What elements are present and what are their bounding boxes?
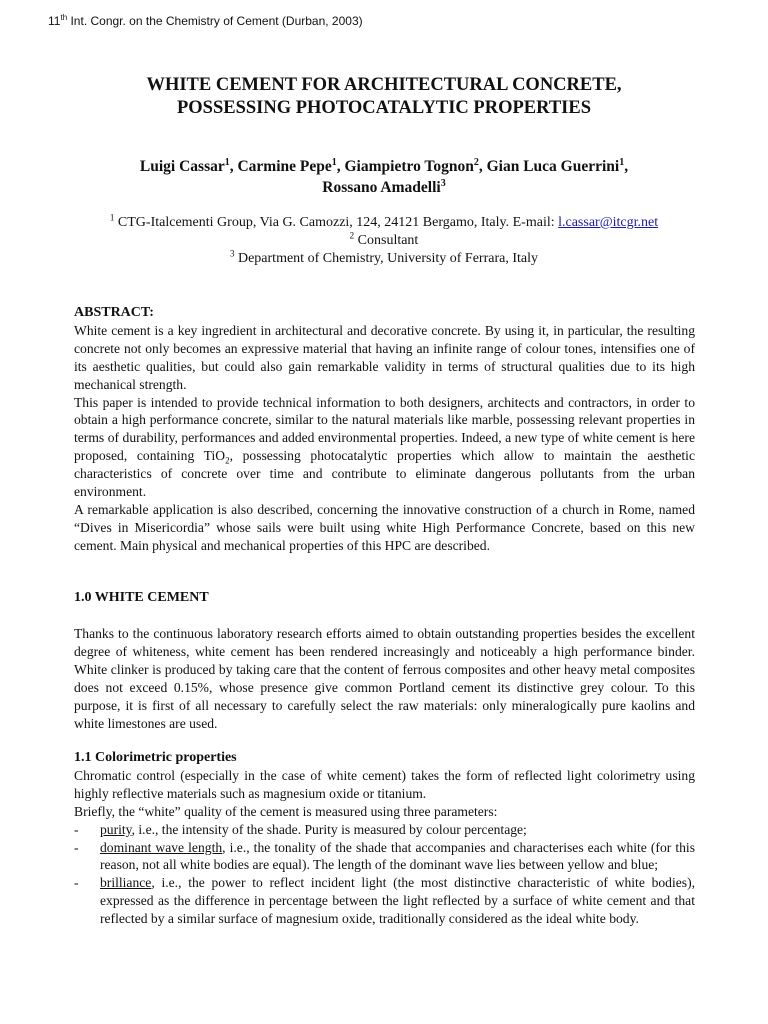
section-white-cement-body <box>74 625 695 732</box>
author-affil-mark: 2 <box>473 156 479 168</box>
affiliation-2 <box>74 232 694 250</box>
subscript: 2 <box>225 455 230 466</box>
header-text: Int. Congr. on the Chemistry of Cement (Durban, 2003) <box>67 14 363 28</box>
author-affil-mark: 3 <box>440 177 446 189</box>
affiliation-number: 3 <box>229 248 235 259</box>
section-paragraph: Chromatic control (especially in the case of white cement) takes the form of reflected light colorimetry using highly reflective materials such as magnesium oxide or titanium. <box>74 767 695 801</box>
list-term: brilliance <box>100 875 152 891</box>
list-term: dominant wave length <box>100 839 223 855</box>
list-text: , i.e., the intensity of the shade. Purity is measured by colour percentage; <box>131 821 527 837</box>
affiliation-text: Consultant <box>354 233 419 248</box>
list-text: , i.e., the tonality of the shade that accompanies and characterises each white (for this reason, not all white bodies are equal). The length of the dominant wave lies between yellow and blue; <box>100 839 695 873</box>
list-item <box>74 874 695 928</box>
email-link[interactable]: l.cassar@itcgr.net <box>558 215 659 230</box>
list-text: , i.e., the power to reflect incident light (the most distinctive characteristic of white bodies), expressed as the difference in percentage between the light reflected by a surface of white cement and that reflected by a similar surface of magnesium oxide, traditionally considered as the ideal white body. <box>100 875 695 927</box>
list-item <box>74 839 695 875</box>
abstract-paragraph: White cement is a key ingredient in architectural and decorative concrete. By using it, in particular, the resulting concrete not only becomes an expressive material that having an infinite range of colour tones, intensifies one of its aesthetic qualities, but could also gain remarkable validity in terms of structural qualities due to its high mechanical strength. <box>74 322 695 392</box>
affiliation-text: Department of Chemistry, University of Ferrara, Italy <box>234 251 538 266</box>
list-dash: - <box>74 821 79 837</box>
author-name: Luigi Cassar <box>139 158 225 175</box>
section-white-cement <box>74 589 695 607</box>
section-colorimetric <box>74 749 695 928</box>
header-ordinal: th <box>60 13 68 22</box>
author-list <box>74 156 694 198</box>
affiliation-3 <box>74 250 694 268</box>
abstract-paragraph <box>74 394 695 501</box>
affiliation-number: 1 <box>109 212 115 223</box>
affiliation-1 <box>74 214 694 232</box>
section-paragraph: Thanks to the continuous laboratory research efforts aimed to obtain outstanding properties besides the excellent degree of whiteness, white cement has been rendered increasingly and noticeably a high performance binder. White clinker is produced by taking care that the content of ferrous composites and other heavy metal composites does not exceed 0.15%, whose presence give common Portland cement its distinctive grey colour. To this purpose, it is first of all necessary to carefully select the raw materials: only mineralogically pure kaolins and white limestones are used. <box>74 626 695 731</box>
conference-header <box>48 14 363 28</box>
list-dash: - <box>74 839 79 855</box>
paper-title <box>74 74 694 120</box>
section-paragraph: Briefly, the “white” quality of the cement is measured using three parameters: <box>74 803 498 819</box>
author-name: Rossano Amadelli <box>322 179 441 196</box>
author-name: , Carmine Pepe <box>229 158 332 175</box>
abstract-text: , possessing photocatalytic properties which allow to maintain the aesthetic characteristics of concrete over time and contribute to eliminate dangerous pollutants from the urban environment. <box>74 448 695 500</box>
parameter-list <box>74 821 695 928</box>
title-line-2: POSSESSING PHOTOCATALYTIC PROPERTIES <box>176 98 591 118</box>
author-affil-mark: 1 <box>619 156 625 168</box>
list-dash: - <box>74 875 79 891</box>
author-line-2 <box>74 177 694 198</box>
author-affil-mark: 1 <box>224 156 230 168</box>
author-line-1 <box>74 156 694 177</box>
abstract-paragraph: A remarkable application is also described, concerning the innovative construction of a church in Rome, named “Dives in Misericordia” whose sails were built using white High Performance Concrete, based on this new cement. Main physical and mechanical properties of this HPC are described. <box>74 501 695 553</box>
abstract-text: This paper is intended to provide technical information to both designers, architects and contractors, in order to obtain a high performance concrete, similar to the natural materials like marble, possessing relevant properties in terms of durability, performances and added environmental properties. Indeed, a new type of white cement is here proposed, containing TiO <box>74 394 695 464</box>
header-number: 11 <box>48 14 61 28</box>
affiliations <box>74 214 694 268</box>
author-name: , Gian Luca Guerrini <box>478 158 620 175</box>
list-term: purity <box>100 821 132 837</box>
affiliation-text: CTG-Italcementi Group, Via G. Camozzi, 124, 24121 Bergamo, Italy. E-mail: <box>114 215 559 230</box>
subsection-heading: 1.1 Colorimetric properties <box>74 750 237 765</box>
abstract-section <box>74 304 695 555</box>
author-name: , Giampietro Tognon <box>336 158 474 175</box>
author-affil-mark: 1 <box>331 156 337 168</box>
list-item <box>74 821 695 839</box>
title-line-1: WHITE CEMENT FOR ARCHITECTURAL CONCRETE, <box>146 75 622 95</box>
author-separator: , <box>624 158 629 175</box>
section-heading: 1.0 WHITE CEMENT <box>74 590 209 605</box>
abstract-heading: ABSTRACT: <box>74 305 154 320</box>
affiliation-number: 2 <box>349 230 355 241</box>
